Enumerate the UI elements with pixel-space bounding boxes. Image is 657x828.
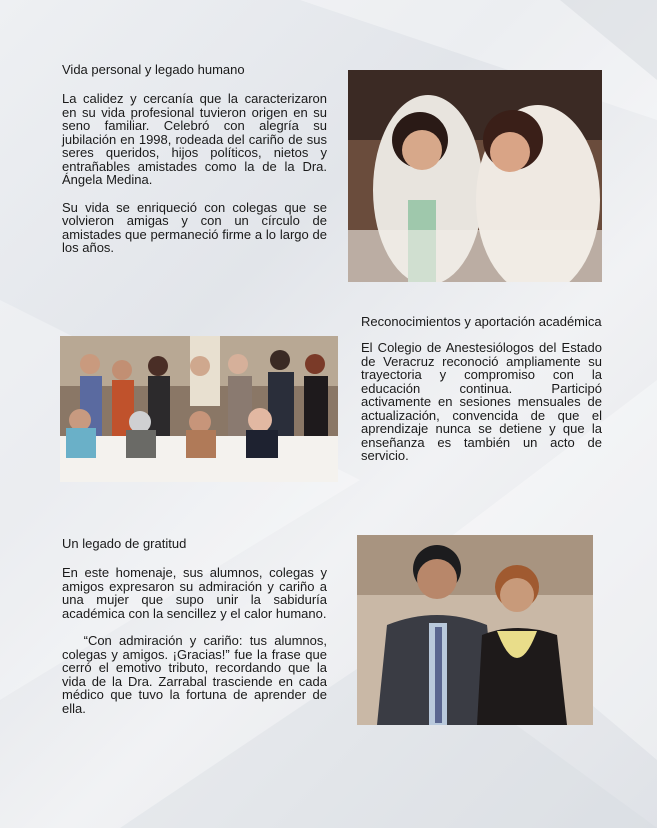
photo-man-and-woman (357, 535, 593, 725)
paragraph-personal-life-2: Su vida se enriqueció con colegas que se volvieron amigas y con un círculo de amistades que permaneció firme a lo largo de los años. (62, 199, 327, 255)
section-personal-life (62, 62, 327, 269)
photo-two-women (348, 70, 602, 282)
section-heading-gratitude: Un legado de gratitud (62, 536, 187, 551)
paragraph-personal-life-1: La calidez y cercanía que la caracterizaron en su vida profesional tuvieron origen en su seno familiar. Celebró con alegría su jubilación en 1998, rodeada del cariño de sus seres queridos, hijos políticos, nietos y entrañables amistades como la de la Dra. Ángela Medina. (62, 91, 327, 187)
section-heading-recognitions: Reconocimientos y aportación académica (361, 314, 602, 329)
paragraph-gratitude-1: En este homenaje, sus alumnos, colegas y amigos expresaron su admiración y cariño a una mujer que supo unir la sabiduría académica con la sencillez y el calor humano. (62, 565, 327, 621)
photo-group-dinner (60, 336, 338, 482)
section-gratitude (62, 536, 331, 729)
paragraph-gratitude-2: “Con admiración y cariño: tus alumnos, colegas y amigos. ¡Gracias!” fue la frase que cerró el emotivo tributo, recordando que la vida de la Dra. Zarrabal trasciende en cada médico que tuvo la fortuna de aprender de ella. (62, 633, 331, 716)
section-recognitions (361, 314, 602, 477)
paragraph-recognitions-1: El Colegio de Anestesiólogos del Estado de Veracruz reconoció ampliamente su trayectoria y compromiso con la educación continua. Participó activamente en sesiones mensuales de actualización, convencida de que el aprendizaje nunca se detiene y que la enseñanza es también un acto de servicio. (361, 340, 602, 463)
section-heading-personal-life: Vida personal y legado humano (62, 62, 245, 77)
